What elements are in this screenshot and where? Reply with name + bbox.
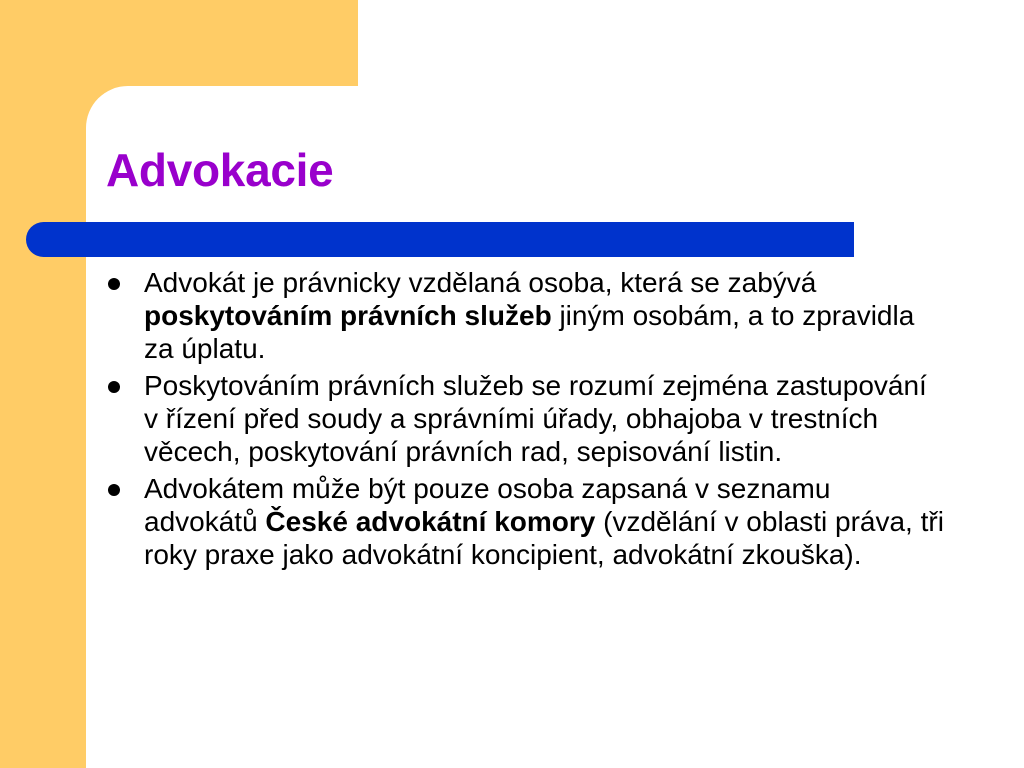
title-underline-bar: [26, 222, 854, 257]
bullet-text: [144, 370, 927, 467]
slide-title: Advokacie: [106, 144, 334, 196]
bullet-text-part: Advokátem může být pouze osoba zapsaná v seznamu advokátů: [144, 473, 831, 537]
bullet-text-part: Advokát je právnicky vzdělaná osoba, která se zabývá: [144, 267, 817, 298]
bullet-dot-icon: [108, 381, 120, 393]
bullet-text-bold: poskytováním právních služeb: [144, 300, 552, 331]
bullet-item: [106, 369, 946, 468]
bullet-dot-icon: [108, 484, 120, 496]
bullet-list: [106, 266, 946, 575]
bullet-item: [106, 472, 946, 571]
bullet-text-part: (vzdělání v oblasti práva, tři roky praxe jako advokátní koncipient, advokátní zkouška).: [144, 506, 944, 570]
bullet-text-part: jiným osobám, a to zpravidla za úplatu.: [144, 300, 915, 364]
bullet-text-bold: České advokátní komory: [265, 506, 596, 537]
bullet-dot-icon: [108, 278, 120, 290]
bullet-item: [106, 266, 946, 365]
bullet-text-part: Poskytováním právních služeb se rozumí zejména zastupování v řízení před soudy a správními úřady, obhajoba v trestních věcech, poskytování právních rad, sepisování listin.: [144, 370, 927, 467]
bullet-text: [144, 473, 944, 570]
bullet-text: [144, 267, 914, 364]
